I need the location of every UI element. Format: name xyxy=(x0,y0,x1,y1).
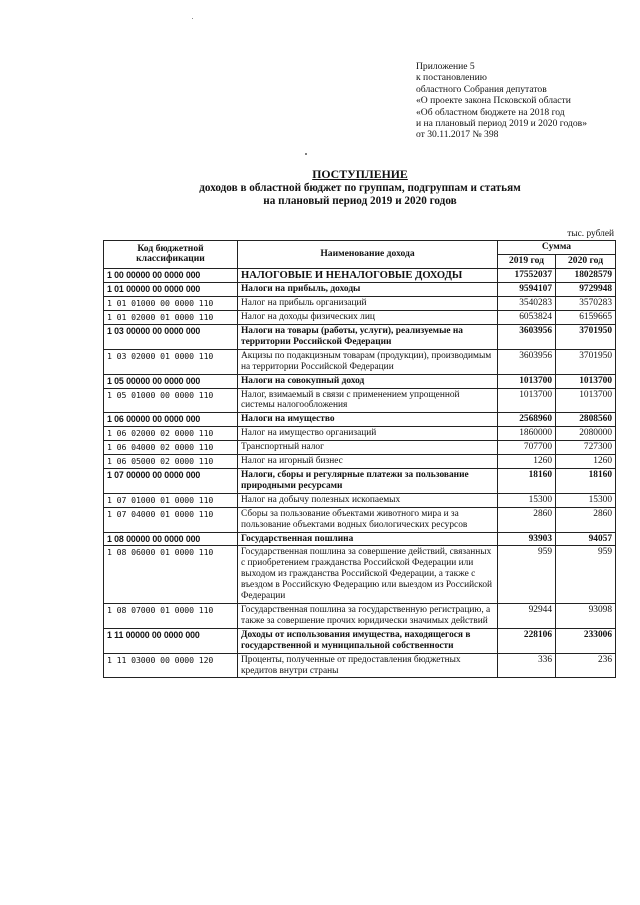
row-name: Налоги, сборы и регулярные платежи за пользование природными ресурсами xyxy=(238,469,498,494)
row-name: Транспортный налог xyxy=(238,441,498,455)
row-name: Налог на игорный бизнес xyxy=(238,455,498,469)
title-line-1: ПОСТУПЛЕНИЕ xyxy=(312,167,408,181)
scan-mark xyxy=(305,153,307,155)
row-code: 1 07 01000 01 0000 110 xyxy=(104,493,238,507)
row-code: 1 03 00000 00 0000 000 xyxy=(104,325,238,350)
row-value-2019: 93903 xyxy=(498,532,556,546)
annex-line: «Об областном бюджете на 2018 год xyxy=(416,106,565,118)
row-value-2020: 3701950 xyxy=(556,325,616,350)
header-year-2020: 2020 год xyxy=(556,254,616,268)
row-name: Государственная пошлина за государственную регистрацию, а также за совершение прочих юридически значимых действий xyxy=(238,603,498,628)
row-code: 1 06 05000 02 0000 110 xyxy=(104,455,238,469)
row-value-2020: 727300 xyxy=(556,441,616,455)
annex-line: Приложение 5 xyxy=(416,61,475,72)
row-code: 1 08 06000 01 0000 110 xyxy=(104,546,238,604)
row-code: 1 05 01000 00 0000 110 xyxy=(104,388,238,413)
row-value-2019: 1260 xyxy=(498,455,556,469)
table-row xyxy=(104,603,616,628)
row-code: 1 06 00000 00 0000 000 xyxy=(104,413,238,427)
row-value-2019: 959 xyxy=(498,546,556,604)
row-name: Налог на доходы физических лиц xyxy=(238,311,498,325)
row-value-2020: 236 xyxy=(556,653,616,678)
row-name: Налог на прибыль организаций xyxy=(238,297,498,311)
table-row xyxy=(104,349,616,374)
row-value-2020: 93098 xyxy=(556,603,616,628)
row-value-2020: 18028579 xyxy=(556,268,616,283)
row-value-2019: 9594107 xyxy=(498,283,556,297)
row-code: 1 00 00000 00 0000 000 xyxy=(104,268,238,283)
row-name: Налоги на прибыль, доходы xyxy=(238,283,498,297)
row-name: Налоги на имущество xyxy=(238,413,498,427)
header-year-2019: 2019 год xyxy=(498,254,556,268)
row-name: Государственная пошлина xyxy=(238,532,498,546)
row-value-2020: 3701950 xyxy=(556,349,616,374)
title-line-2: доходов в областной бюджет по группам, подгруппам и статьям xyxy=(199,181,521,194)
row-code: 1 01 01000 00 0000 110 xyxy=(104,297,238,311)
row-name: Налоги на совокупный доход xyxy=(238,374,498,388)
row-value-2019: 2568960 xyxy=(498,413,556,427)
row-code: 1 06 02000 02 0000 110 xyxy=(104,427,238,441)
units-label: тыс. рублей xyxy=(567,229,614,239)
row-value-2020: 18160 xyxy=(556,469,616,494)
row-value-2020: 6159665 xyxy=(556,311,616,325)
table-row xyxy=(104,455,616,469)
row-value-2019: 228106 xyxy=(498,628,556,653)
row-value-2020: 1013700 xyxy=(556,388,616,413)
annex-line: и на плановый период 2019 и 2020 годов» xyxy=(416,118,587,130)
row-code: 1 07 00000 00 0000 000 xyxy=(104,469,238,494)
revenue-table xyxy=(103,240,616,678)
row-name: Государственная пошлина за совершение действий, связанных с приобретением гражданства Российской Федерации или выходом из гражданства Российской Федерации, а также с въездом в Российскую Федерацию или выездом из Российской Федерации xyxy=(238,546,498,604)
row-name: Налог на добычу полезных ископаемых xyxy=(238,493,498,507)
table-row xyxy=(104,427,616,441)
table-row xyxy=(104,268,616,283)
table-row xyxy=(104,311,616,325)
row-code: 1 01 00000 00 0000 000 xyxy=(104,283,238,297)
row-value-2020: 1013700 xyxy=(556,374,616,388)
title-line-3: на плановый период 2019 и 2020 годов xyxy=(263,195,457,207)
table-row xyxy=(104,493,616,507)
row-name: Акцизы по подакцизным товарам (продукции), производимым на территории Российской Федерации xyxy=(238,349,498,374)
row-code: 1 08 00000 00 0000 000 xyxy=(104,532,238,546)
table-row xyxy=(104,469,616,494)
table-row xyxy=(104,532,616,546)
table-row xyxy=(104,283,616,297)
row-code: 1 01 02000 01 0000 110 xyxy=(104,311,238,325)
row-value-2020: 2808560 xyxy=(556,413,616,427)
row-code: 1 07 04000 01 0000 110 xyxy=(104,507,238,532)
row-value-2019: 707700 xyxy=(498,441,556,455)
header-name: Наименование дохода xyxy=(238,241,498,269)
row-value-2019: 3603956 xyxy=(498,349,556,374)
row-value-2020: 94057 xyxy=(556,532,616,546)
table-row xyxy=(104,507,616,532)
table-row xyxy=(104,388,616,413)
row-value-2020: 9729948 xyxy=(556,283,616,297)
table-row xyxy=(104,546,616,604)
annex-line: областного Собрания депутатов xyxy=(416,83,547,95)
row-value-2019: 1860000 xyxy=(498,427,556,441)
row-name: Проценты, полученные от предоставления бюджетных кредитов внутри страны xyxy=(238,653,498,678)
row-value-2020: 2080000 xyxy=(556,427,616,441)
row-value-2020: 15300 xyxy=(556,493,616,507)
row-code: 1 11 00000 00 0000 000 xyxy=(104,628,238,653)
scan-mark xyxy=(192,18,193,19)
row-value-2019: 15300 xyxy=(498,493,556,507)
table-row xyxy=(104,441,616,455)
header-sum: Сумма xyxy=(498,241,616,255)
row-value-2019: 6053824 xyxy=(498,311,556,325)
row-value-2020: 959 xyxy=(556,546,616,604)
row-value-2020: 3570283 xyxy=(556,297,616,311)
row-name: Налог, взимаемый в связи с применением упрощенной системы налогообложения xyxy=(238,388,498,413)
row-value-2019: 1013700 xyxy=(498,374,556,388)
row-value-2020: 2860 xyxy=(556,507,616,532)
row-value-2019: 92944 xyxy=(498,603,556,628)
row-value-2019: 1013700 xyxy=(498,388,556,413)
table-row xyxy=(104,374,616,388)
row-code: 1 11 03000 00 0000 120 xyxy=(104,653,238,678)
row-value-2019: 2860 xyxy=(498,507,556,532)
table-row xyxy=(104,325,616,350)
document-title xyxy=(150,168,570,209)
row-name: НАЛОГОВЫЕ И НЕНАЛОГОВЫЕ ДОХОДЫ xyxy=(238,268,498,283)
table-row xyxy=(104,653,616,678)
table-row xyxy=(104,628,616,653)
annex-line: от 30.11.2017 № 398 xyxy=(416,129,499,141)
row-value-2019: 17552037 xyxy=(498,268,556,283)
row-value-2020: 1260 xyxy=(556,455,616,469)
row-name: Налоги на товары (работы, услуги), реализуемые на территории Российской Федерации xyxy=(238,325,498,350)
row-name: Налог на имущество организаций xyxy=(238,427,498,441)
row-name: Доходы от использования имущества, находящегося в государственной и муниципальной собственности xyxy=(238,628,498,653)
row-name: Сборы за пользование объектами животного мира и за пользование объектами водных биологических ресурсов xyxy=(238,507,498,532)
row-code: 1 03 02000 01 0000 110 xyxy=(104,349,238,374)
row-code: 1 08 07000 01 0000 110 xyxy=(104,603,238,628)
annex-line: к постановлению xyxy=(416,72,487,84)
row-code: 1 06 04000 02 0000 110 xyxy=(104,441,238,455)
annex-block xyxy=(416,61,587,141)
row-code: 1 05 00000 00 0000 000 xyxy=(104,374,238,388)
table-row xyxy=(104,297,616,311)
row-value-2019: 3540283 xyxy=(498,297,556,311)
row-value-2019: 3603956 xyxy=(498,325,556,350)
header-code: Код бюджетной классификации xyxy=(104,241,238,269)
annex-line: «О проекте закона Псковской области xyxy=(416,95,571,107)
table-row xyxy=(104,413,616,427)
row-value-2020: 233006 xyxy=(556,628,616,653)
row-value-2019: 336 xyxy=(498,653,556,678)
row-value-2019: 18160 xyxy=(498,469,556,494)
